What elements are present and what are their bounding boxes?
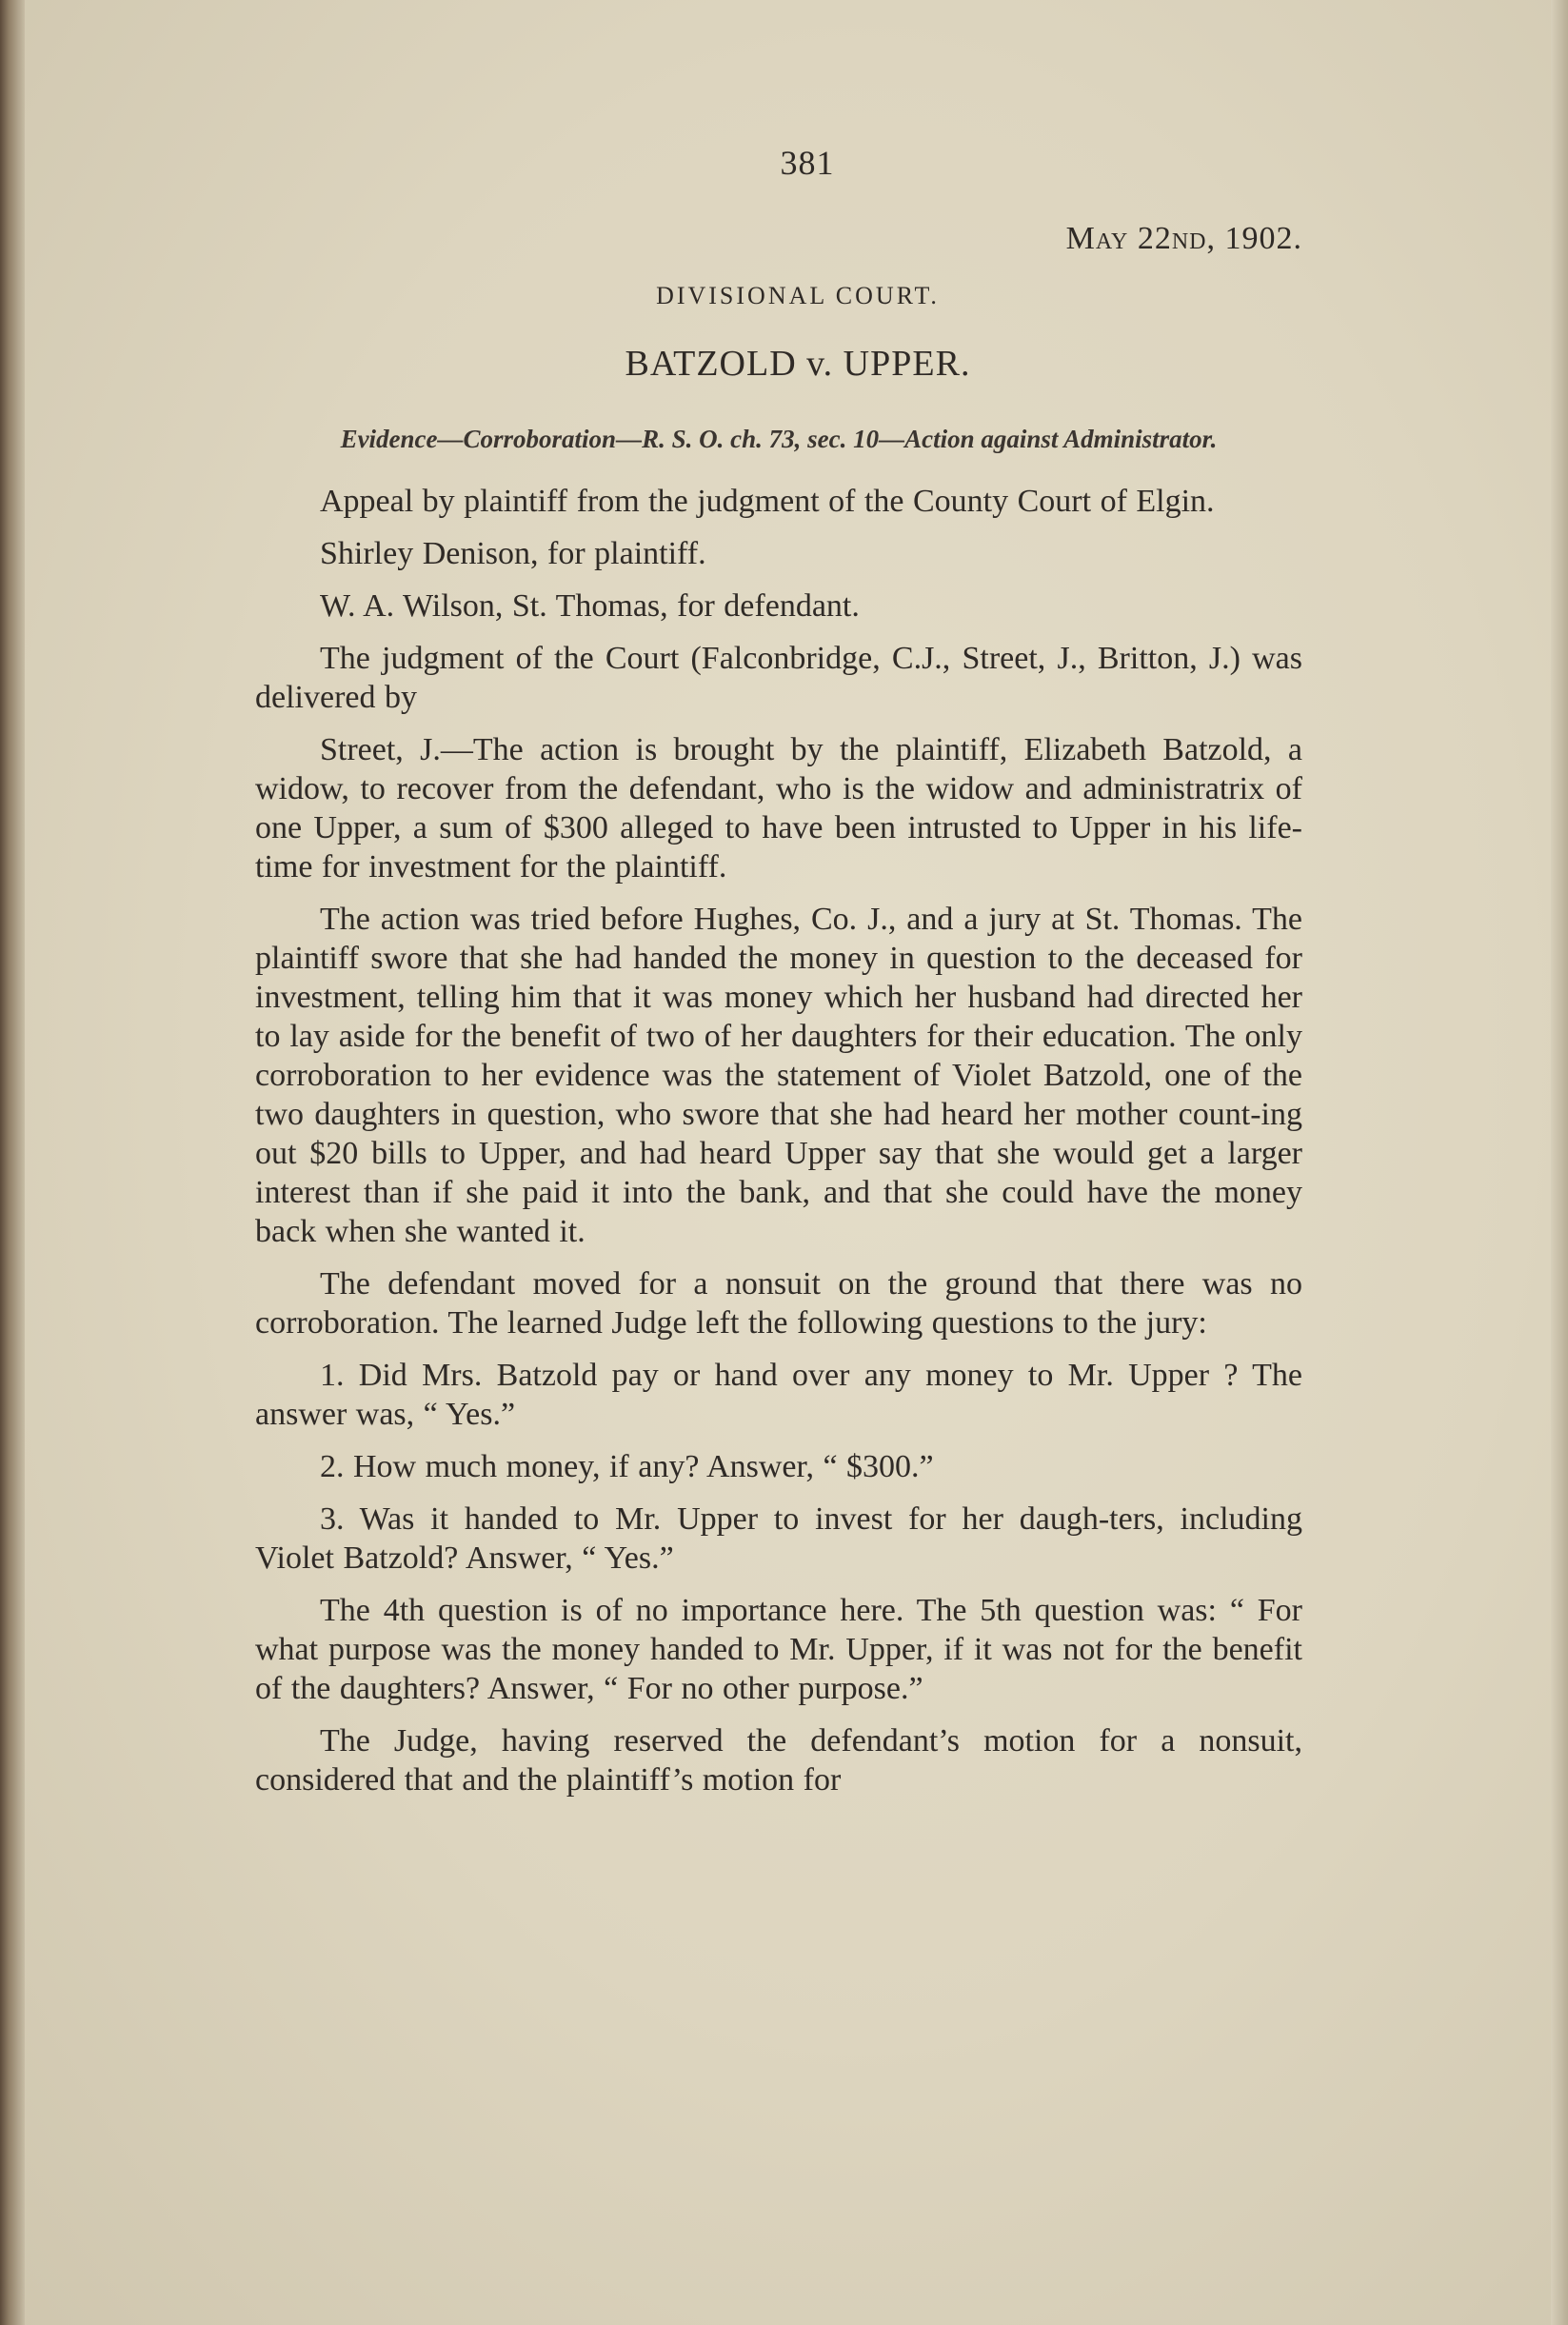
paragraph-question-5: The 4th question is of no importance here. The 5th question was: “ For what purpose was the money handed to Mr. Upper, if it was not for the benefit of the daughters? Answer, “ For no other purpose.”	[255, 1593, 1302, 1706]
paragraph-nonsuit-motion: The defendant moved for a nonsuit on the ground that there was no corroboration. The learned Judge left the following questions to the jury:	[255, 1266, 1302, 1341]
page-edge	[1551, 0, 1568, 2325]
book-spine-shadow	[0, 0, 25, 2325]
paragraph-judgment-intro: The judgment of the Court (Falconbridge, C.J., Street, J., Britton, J.) was delivered by	[255, 641, 1302, 715]
paragraph-trial: The action was tried before Hughes, Co. J., and a jury at St. Thomas. The plaintiff swore that she had handed the money in question to the deceased for investment, telling him that it was money which her husband had directed her to lay aside for the benefit of two of her daughters for their education. The only corroboration to her evidence was the statement of Violet Batzold, one of the two daughters in question, who swore that she had heard her mother count-ing out $20 bills to Upper, and had heard Upper say that she would get a larger interest than if she paid it into the bank, and that she could have the money back when she wanted it.	[255, 902, 1302, 1249]
headnote: Evidence—Corroboration—R. S. O. ch. 73, sec. 10—Action against Administrator.	[340, 425, 1218, 453]
paragraph-judge-reserved: The Judge, having reserved the defendant’s motion for a nonsuit, considered that and the plaintiff’s motion for	[255, 1723, 1302, 1798]
decision-date: May 22nd, 1902.	[1065, 221, 1302, 256]
paragraph-action: Street, J.—The action is brought by the plaintiff, Elizabeth Batzold, a widow, to recover from the defendant, who is the widow and administratrix of one Upper, a sum of $300 alleged to have been intrusted to Upper in his life-time for investment for the plaintiff.	[255, 732, 1302, 884]
paragraph-question-1: 1. Did Mrs. Batzold pay or hand over any money to Mr. Upper ? The answer was, “ Yes.”	[255, 1358, 1302, 1432]
paragraph-appeal: Appeal by plaintiff from the judgment of the County Court of Elgin.	[320, 484, 1215, 519]
paragraph-counsel-plaintiff: Shirley Denison, for plaintiff.	[320, 536, 706, 571]
paragraph-question-3: 3. Was it handed to Mr. Upper to invest for her daugh-ters, including Violet Batzold? Answer, “ Yes.”	[255, 1501, 1302, 1576]
case-title: BATZOLD v. UPPER.	[625, 344, 971, 384]
page-number: 381	[780, 144, 835, 182]
page-text-block	[255, 143, 1302, 1813]
court-name: DIVISIONAL COURT.	[656, 282, 940, 309]
paragraph-question-2: 2. How much money, if any? Answer, “ $300.”	[320, 1449, 934, 1484]
paragraph-counsel-defendant: W. A. Wilson, St. Thomas, for defendant.	[320, 588, 860, 624]
